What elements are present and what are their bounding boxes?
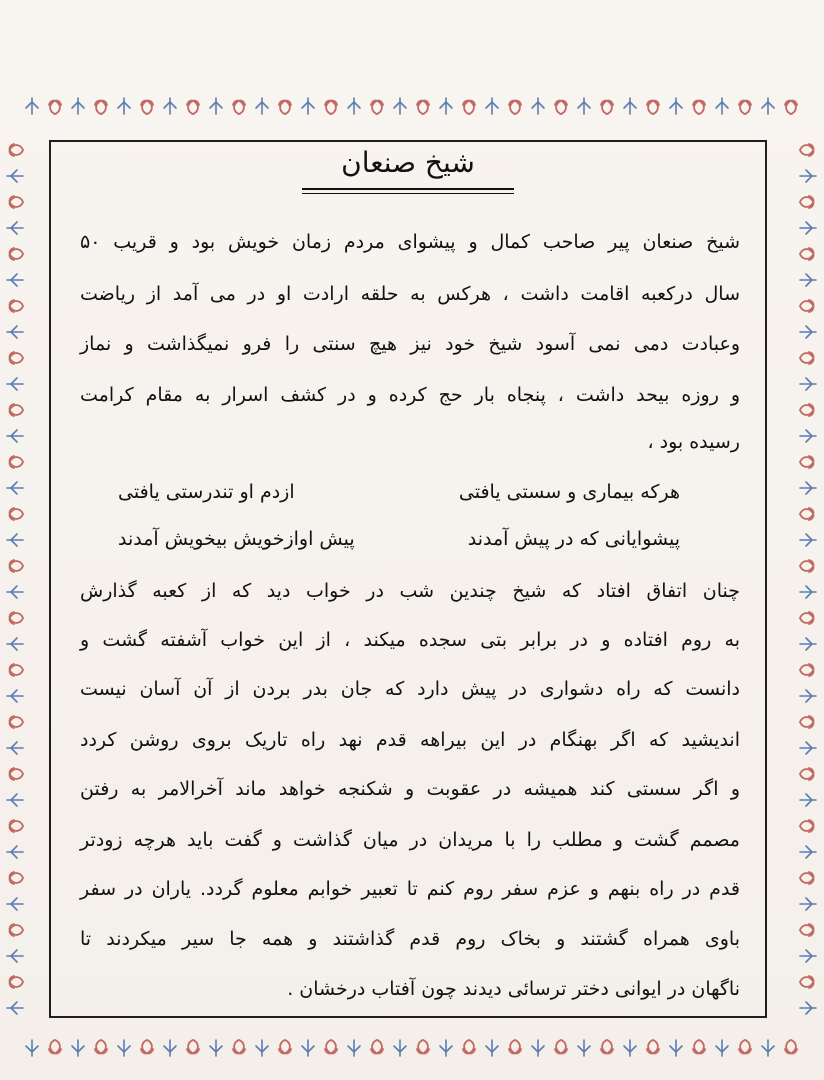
paragraph-line-4: و روزه بیحد داشت ، پنجاه بار حج کرده و در کشف اسرار به مقام کرامت [80, 384, 740, 406]
poem-line-1-right: هرکه بیماری و سستی یافتی [458, 481, 680, 503]
title-underline [302, 188, 514, 194]
story-line-1: چنان اتفاق افتاد که شیخ چندین شب در خواب دید که از کعبه گذارش [80, 580, 740, 602]
paragraph-line-5: رسیده بود ، [647, 431, 740, 453]
right-border-ornaments [800, 144, 816, 1014]
story-line-4: اندیشید که اگر بهنگام در این بیراهه قدم نهد راه تاریک بروی روشن کردد [80, 729, 740, 751]
left-border-ornaments [7, 144, 23, 1014]
story-line-6: مصمم گشت و مطلب را با مریدان در میان گذاشت و گفت باید هرچه زودتر [80, 829, 740, 851]
story-line-3: دانست که راه دشواری در پیش دارد که جان بدر بردن از آن آسان نیست [80, 678, 740, 700]
poem-line-2-left: پیش اوازخویش بیخویش آمدند [118, 528, 355, 550]
document-content [58, 142, 758, 1002]
top-border-ornaments [26, 98, 797, 114]
paragraph-line-1: شیخ صنعان پیر صاحب کمال و پیشوای مردم زمان خویش بود و قریب ۵۰ [80, 231, 740, 253]
title-block [58, 142, 758, 194]
paragraph-line-2: سال درکعبه اقامت داشت ، هرکس به حلقه ارادت او در می آمد از ریاضت [80, 283, 740, 305]
story-line-5: و اگر سستی کند همیشه در عقوبت و شکنجه خواهد ماند آخرالامر به رفتن [80, 778, 740, 800]
poem-line-2-right: پیشوایانی که در پیش آمدند [467, 528, 680, 550]
story-line-7: قدم در راه بنهم و عزم سفر روم کنم تا تعبیر خوابم معلوم گردد. یاران در سفر [80, 878, 740, 900]
poem-line-1-left: ازدم او تندرستی یافتی [118, 481, 295, 503]
story-line-8: باوی همراه گشتند و بخاک روم قدم گذاشتند و همه جا سیر میکردند تا [80, 928, 740, 950]
story-line-9: ناگهان در ایوانی دختر ترسائی دیدند چون آفتاب درخشان . [287, 978, 740, 1000]
paragraph-line-3: وعبادت دمی نمی آسود شیخ خود نیز هیچ سنتی را فرو نمیگذاشت و نماز [80, 333, 740, 355]
page-title: شیخ صنعان [341, 146, 475, 179]
bottom-border-ornaments [26, 1040, 797, 1056]
story-line-2: به روم افتاده و در برابر بتی سجده میکند ، از این خواب آشفته گشت و [80, 629, 740, 651]
